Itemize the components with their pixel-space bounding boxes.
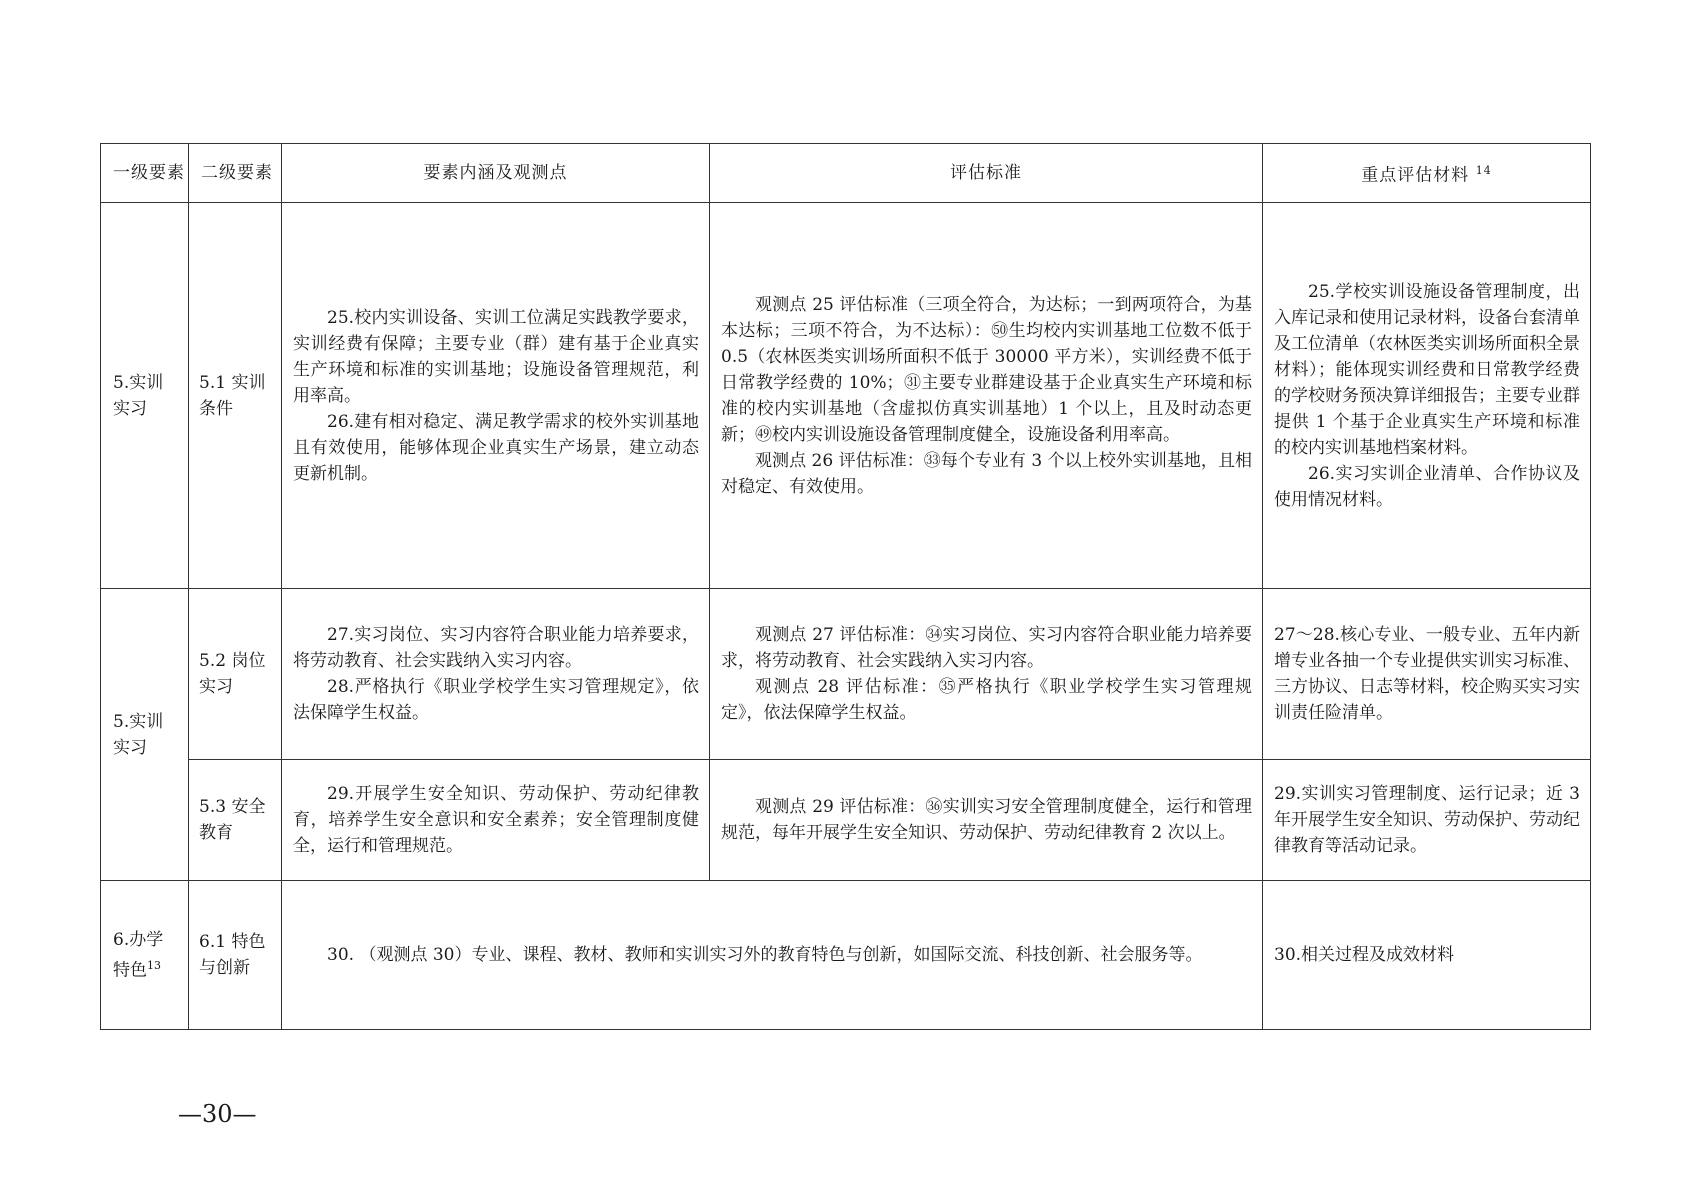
level2-cell: 5.3 安全教育 [189,760,282,881]
level1-cell: 5.实训实习 [101,589,189,881]
header-content: 要素内涵及观测点 [282,144,710,203]
header-materials [1263,144,1591,203]
materials-paragraph: 25.学校实训设施设备管理制度，出入库记录和使用记录材料，设备台套清单及工位清单（农林医类实训场所面积全景材料）；能体现实训经费和日常教学经费的学校财务预决算详细报告；主要专业群提供 1 个基于企业真实生产环境和标准的校内实训基地档案材料。 [1274,281,1580,458]
content-paragraph: 30. （观测点 30）专业、课程、教材、教师和实训实习外的教育特色与创新，如国际交流、科技创新、社会服务等。 [327,945,1203,965]
content-paragraph: 29.开展学生安全知识、劳动保护、劳动纪律教育，培养学生安全意识和安全素养；安全管理制度健全，运行和管理规范。 [293,784,699,856]
level1-cell: 5.实训实习 [101,203,189,589]
table-row [101,881,1591,1030]
standard-paragraph: 观测点 27 评估标准：㉞实习岗位、实习内容符合职业能力培养要求，将劳动教育、社会实践纳入实习内容。 [721,625,1252,671]
standard-paragraph: 观测点 29 评估标准：㊱实训实习安全管理制度健全，运行和管理规范，每年开展学生安全知识、劳动保护、劳动纪律教育 2 次以上。 [721,797,1252,843]
content-cell [282,589,710,760]
header-standard: 评估标准 [710,144,1263,203]
content-cell [282,203,710,589]
footnote-ref: 14 [1475,163,1492,177]
standard-cell [710,203,1263,589]
level2-cell: 5.1 实训条件 [189,203,282,589]
content-paragraph: 26.建有相对稳定、满足教学需求的校外实训基地且有效使用，能够体现企业真实生产场景，建立动态更新机制。 [293,411,699,484]
level1-label: 6.办学特色 [113,929,164,981]
header-row [101,144,1591,203]
table-row [101,589,1591,760]
content-cell [282,760,710,881]
materials-paragraph: 27～28.核心专业、一般专业、五年内新增专业各抽一个专业提供实训实习标准、三方协议、日志等材料，校企购买实习实训责任险清单。 [1274,625,1580,723]
table-row [101,203,1591,589]
materials-cell [1263,589,1591,760]
standard-paragraph: 观测点 25 评估标准（三项全符合，为达标；一到两项符合，为基本达标；三项不符合，为不达标）：㊿生均校内实训基地工位数不低于 0.5（农林医类实训场所面积不低于 30000 平方米），实训经费不低于日常教学经费的 10%；㉛主要专业群建设基于企业真实生产环境和标准的校内实训基地（含虚拟仿真实训基地）1 个以上，且及时动态更新；㊾校内实训设施设备管理制度健全，设施设备利用率高。 [721,294,1252,445]
materials-paragraph: 26.实习实训企业清单、合作协议及使用情况材料。 [1274,463,1580,510]
header-materials-label: 重点评估材料 [1361,165,1470,186]
level2-cell: 5.2 岗位实习 [189,589,282,760]
content-paragraph: 25.校内实训设备、实训工位满足实践教学要求，实训经费有保障；主要专业（群）建有基于企业真实生产环境和标准的实训基地；设施设备管理规范，利用率高。 [293,307,699,406]
standard-cell [710,760,1263,881]
header-level2: 二级要素 [189,144,282,203]
materials-paragraph: 30.相关过程及成效材料 [1274,945,1455,965]
materials-cell [1263,760,1591,881]
evaluation-table [100,143,1591,1030]
level1-cell [101,881,189,1030]
materials-paragraph: 29.实训实习管理制度、运行记录；近 3 年开展学生安全知识、劳动保护、劳动纪律教育等活动记录。 [1274,784,1580,856]
standard-cell [710,589,1263,760]
footnote-ref: 13 [147,958,161,972]
content-paragraph: 27.实习岗位、实习内容符合职业能力培养要求，将劳动教育、社会实践纳入实习内容。 [293,625,699,671]
standard-paragraph: 观测点 26 评估标准：㉝每个专业有 3 个以上校外实训基地，且相对稳定、有效使用。 [721,450,1252,497]
materials-cell [1263,881,1591,1030]
content-cell [282,881,1263,1030]
standard-paragraph: 观测点 28 评估标准：㉟严格执行《职业学校学生实习管理规定》，依法保障学生权益。 [721,677,1252,723]
page-number: —30— [178,1100,257,1128]
level2-cell: 6.1 特色与创新 [189,881,282,1030]
table-row [101,760,1591,881]
materials-cell [1263,203,1591,589]
header-level1: 一级要素 [101,144,189,203]
content-paragraph: 28.严格执行《职业学校学生实习管理规定》，依法保障学生权益。 [293,677,699,723]
